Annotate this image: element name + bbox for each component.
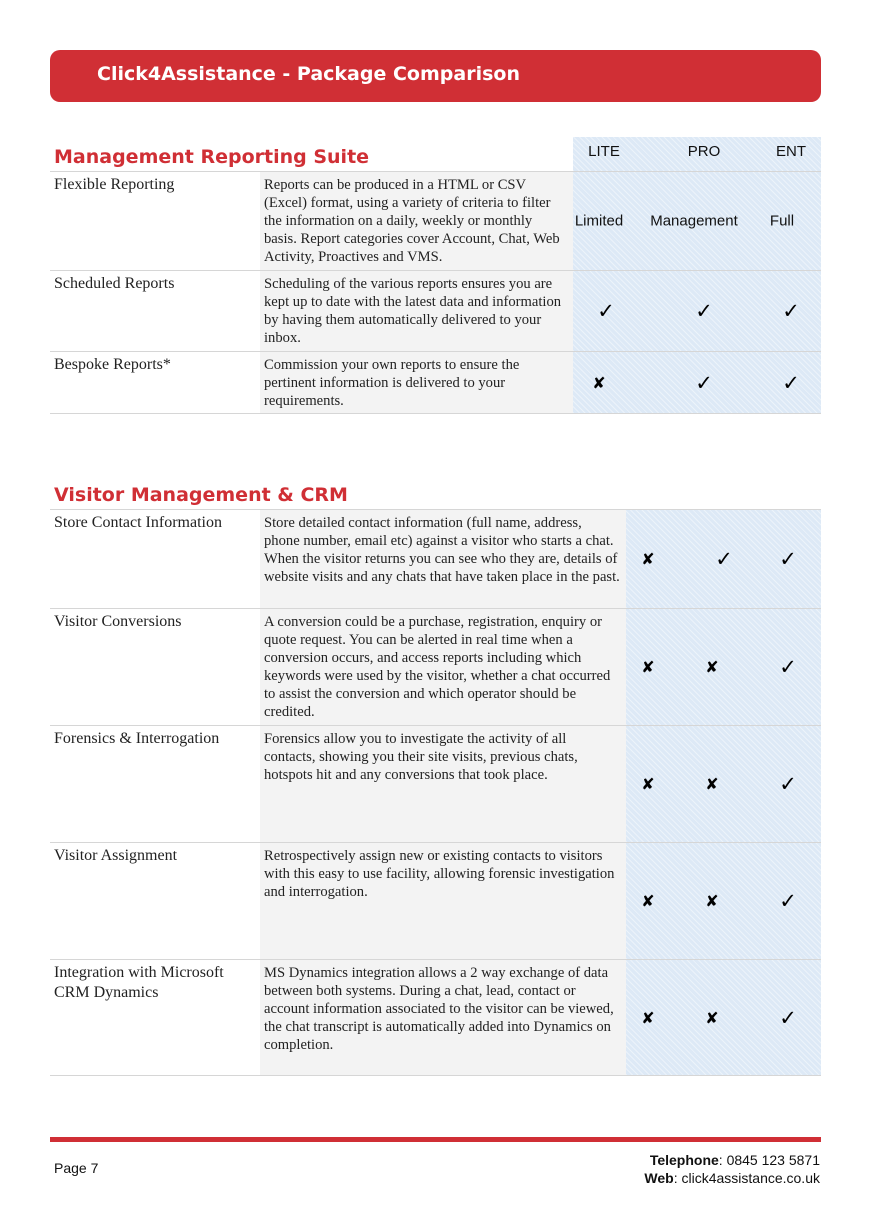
feature-name: Forensics & Interrogation <box>54 730 220 747</box>
feature-name: Scheduled Reports <box>54 275 175 292</box>
feature-name: Visitor Conversions <box>54 613 182 630</box>
feature-name: Integration with Microsoft CRM Dynamics <box>54 964 224 1001</box>
telephone-line: Telephone: 0845 123 5871 <box>649 1152 820 1168</box>
lite-check-icon: ✓ <box>597 299 615 323</box>
feature-description: Scheduling of the various reports ensures you are kept up to date with the latest data and information by having them automatically delivered to your inbox. <box>260 271 573 351</box>
pro-value: Management <box>650 212 738 230</box>
section-management-reporting <box>50 137 821 414</box>
feature-name: Flexible Reporting <box>54 176 175 193</box>
feature-description: A conversion could be a purchase, registration, enquiry or quote request. You can be alerted in real time when a conversion occurs, and access reports including which keywords were used by the visitor, whether a chat occurred to assist the conversion and which operator should be credited. <box>260 609 626 725</box>
pro-cross-icon: ✘ <box>705 1008 719 1027</box>
plan-label-ent: ENT <box>776 143 806 160</box>
plan-cells <box>626 609 821 725</box>
ent-check-icon: ✓ <box>779 547 797 571</box>
table-row <box>50 725 821 842</box>
web-address[interactable]: click4assistance.co.uk <box>681 1170 820 1186</box>
pro-check-icon: ✓ <box>695 299 713 323</box>
lite-cross-icon: ✘ <box>641 891 655 911</box>
ent-check-icon: ✓ <box>779 655 797 679</box>
feature-description: Commission your own reports to ensure the pertinent information is delivered to your requirements. <box>260 352 573 413</box>
plan-cells <box>573 172 821 270</box>
pro-cross-icon: ✘ <box>705 891 719 911</box>
plan-cells <box>626 726 821 842</box>
section-header <box>50 475 821 509</box>
page-number: Page 7 <box>54 1160 99 1176</box>
table-row <box>50 270 821 351</box>
table-row <box>50 842 821 959</box>
lite-value: Limited <box>574 212 624 230</box>
pro-check-icon: ✓ <box>695 370 713 395</box>
feature-description: Store detailed contact information (full name, address, phone number, email etc) against a visitor who starts a chat. When the visitor returns you can see who they are, details of website visits and any chats that have taken place in the past. <box>260 510 626 608</box>
telephone-label: Telephone <box>649 1152 719 1168</box>
web-line: Web: click4assistance.co.uk <box>644 1170 820 1186</box>
pro-check-icon: ✓ <box>715 547 733 571</box>
ent-check-icon: ✓ <box>779 1005 797 1030</box>
plan-cells <box>626 843 821 959</box>
feature-description: MS Dynamics integration allows a 2 way exchange of data between both systems. During a chat, lead, contact or account information associated to the visitor can be viewed, the chat transcript is automatically added into Dynamics on completion. <box>260 960 626 1075</box>
section-title: Management Reporting Suite <box>54 146 370 168</box>
plan-cells <box>626 960 821 1075</box>
page-title: Click4Assistance - Package Comparison <box>97 63 520 85</box>
plan-cells <box>626 510 821 608</box>
web-label: Web <box>644 1170 674 1186</box>
pro-cross-icon: ✘ <box>705 774 719 794</box>
ent-value: Full <box>769 212 795 230</box>
plan-header <box>573 137 821 171</box>
ent-check-icon: ✓ <box>779 772 797 796</box>
table-row <box>50 171 821 270</box>
table-row <box>50 959 821 1076</box>
ent-check-icon: ✓ <box>779 889 797 913</box>
contact-info <box>644 1151 820 1187</box>
lite-cross-icon: ✘ <box>641 549 655 569</box>
footer-divider <box>50 1137 821 1142</box>
lite-cross-icon: ✘ <box>641 657 655 677</box>
page-header <box>50 50 821 102</box>
feature-description: Reports can be produced in a HTML or CSV (Excel) format, using a variety of criteria to filter the information on a daily, weekly or monthly basis. Report categories cover Account, Chat, Web Activity, Proactives and VMS. <box>260 172 573 270</box>
plan-cells <box>573 271 821 351</box>
feature-name: Bespoke Reports* <box>54 356 171 373</box>
pro-cross-icon: ✘ <box>705 657 719 677</box>
feature-name: Visitor Assignment <box>54 847 178 864</box>
feature-name: Store Contact Information <box>54 514 222 531</box>
section-header <box>50 137 821 171</box>
lite-cross-icon: ✘ <box>592 373 606 392</box>
plan-label-pro: PRO <box>687 143 721 160</box>
table-row <box>50 351 821 414</box>
table-row <box>50 509 821 608</box>
telephone-number: 0845 123 5871 <box>726 1152 820 1168</box>
section-visitor-management <box>50 475 821 1076</box>
feature-description: Retrospectively assign new or existing contacts to visitors with this easy to use facility, allowing forensic investigation and interrogation. <box>260 843 626 959</box>
ent-check-icon: ✓ <box>782 299 800 323</box>
feature-description: Forensics allow you to investigate the activity of all contacts, showing you their site visits, previous chats, hotspots hit and any conversions that took place. <box>260 726 626 842</box>
table-row <box>50 608 821 725</box>
plan-label-lite: LITE <box>588 143 620 160</box>
lite-cross-icon: ✘ <box>641 774 655 794</box>
ent-check-icon: ✓ <box>782 370 800 395</box>
section-title: Visitor Management & CRM <box>54 484 348 506</box>
plan-cells <box>573 352 821 413</box>
lite-cross-icon: ✘ <box>641 1008 655 1027</box>
